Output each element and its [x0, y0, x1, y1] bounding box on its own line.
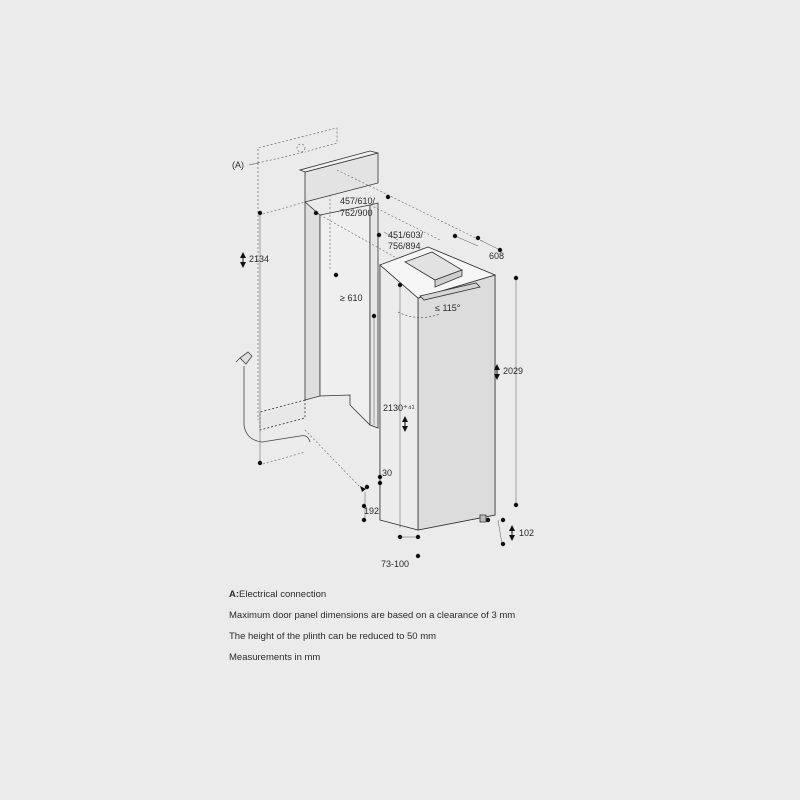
note-a-key: A: [229, 589, 240, 600]
callout-a [232, 160, 258, 170]
appliance-width-label-2: 756/894 [388, 241, 421, 251]
min-depth-label: ≥ 610 [340, 293, 363, 303]
appliance-height-label: 2029 [503, 366, 524, 376]
note-a-text: Electrical connection [239, 589, 327, 600]
note-units: Measurements in mm [229, 652, 321, 663]
appliance-width-label-1: 451/603/ [388, 230, 424, 240]
top-cabinet [300, 151, 378, 202]
offset-30-label: 30 [382, 468, 393, 478]
note-door-panel: Maximum door panel dimensions are based on a clearance of 3 mm [229, 610, 516, 621]
niche-height-label: 2134 [249, 254, 270, 264]
depth-label: 608 [489, 251, 505, 261]
appliance [380, 247, 495, 530]
notes [229, 584, 515, 668]
note-electrical [229, 584, 515, 605]
niche-width-label-2: 762/900 [340, 208, 373, 218]
niche-cabinet [260, 202, 378, 430]
power-cable [236, 352, 310, 442]
note-plinth: The height of the plinth can be reduced to 50 mm [229, 631, 437, 642]
plinth-label: 102 [519, 528, 535, 538]
door-angle-label: ≤ 115° [435, 303, 461, 313]
total-height-label: 2130⁺⁴¹ [383, 403, 415, 413]
plinth-range-label: 73-100 [381, 559, 410, 569]
svg-text:(A): (A) [232, 160, 244, 170]
offset-192-label: 192 [364, 506, 380, 516]
niche-width-label-1: 457/610/ [340, 196, 376, 206]
